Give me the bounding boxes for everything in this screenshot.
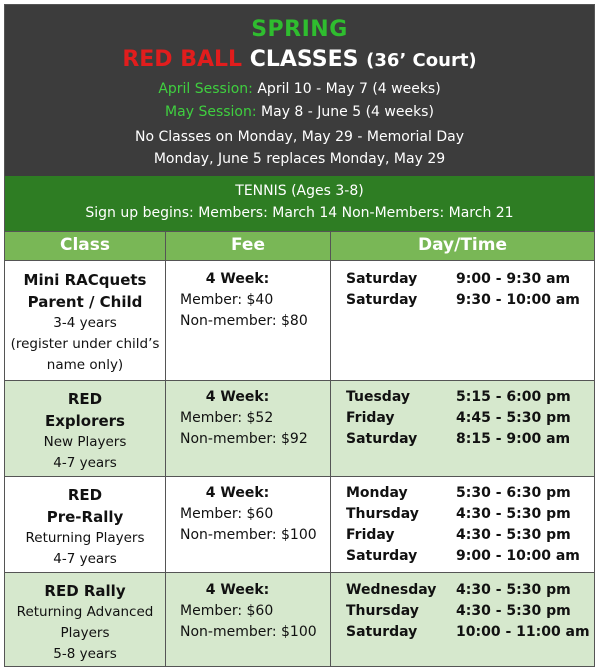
- class-cell: [5, 580, 165, 665]
- class-desc: 5-8 years: [53, 646, 117, 662]
- schedule-line: [346, 429, 596, 450]
- fee-member: Member: $60: [180, 603, 274, 619]
- title-red-ball: RED BALL: [122, 47, 243, 72]
- schedule-time: 5:15 - 6:00 pm: [456, 389, 571, 405]
- divider: [5, 476, 594, 477]
- divider: [5, 380, 594, 381]
- fee-cell: [180, 580, 330, 643]
- fee-cell: [180, 387, 330, 450]
- fee-title: 4 Week:: [205, 271, 270, 287]
- main-title: [5, 47, 594, 72]
- title-classes: CLASSES: [249, 47, 359, 72]
- april-session-label: April Session:: [158, 81, 253, 97]
- column-divider: [330, 231, 331, 666]
- schedule-day: Tuesday: [346, 389, 410, 405]
- may-session: [5, 104, 594, 120]
- schedule-day: Thursday: [346, 603, 419, 619]
- schedule-day: Saturday: [346, 292, 418, 308]
- schedule-time: 4:30 - 5:30 pm: [456, 603, 571, 619]
- april-session: [5, 81, 594, 97]
- schedule-time: 10:00 - 11:00 am: [456, 624, 590, 640]
- class-desc: (register under child’s: [10, 336, 160, 352]
- schedule-line: [346, 601, 596, 622]
- class-name: RED: [67, 390, 103, 408]
- fee-title: 4 Week:: [205, 389, 270, 405]
- signup-line: Sign up begins: Members: March 14 Non-Members: March 21: [85, 205, 514, 221]
- class-desc: Returning Advanced: [16, 604, 154, 620]
- schedule-time: 4:45 - 5:30 pm: [456, 410, 571, 426]
- class-name: Parent / Child: [27, 293, 143, 311]
- fee-title: 4 Week:: [205, 582, 270, 598]
- class-desc: 4-7 years: [53, 455, 117, 471]
- class-cell: [5, 484, 165, 570]
- column-divider: [165, 231, 166, 666]
- schedule-line: [346, 525, 596, 546]
- fee-member: Member: $40: [180, 292, 274, 308]
- schedule-day: Thursday: [346, 506, 419, 522]
- replacement-note: Monday, June 5 replaces Monday, May 29: [153, 151, 446, 167]
- season-title: SPRING: [251, 17, 348, 42]
- fee-nonmember: Non-member: $80: [180, 313, 308, 329]
- class-cell: [5, 388, 165, 474]
- class-desc: 3-4 years: [53, 315, 117, 331]
- schedule-line: [346, 408, 596, 429]
- divider: [5, 572, 594, 573]
- class-desc: Returning Players: [25, 530, 145, 546]
- table-row: [5, 381, 594, 476]
- divider: [5, 260, 594, 261]
- schedule-line: [346, 546, 596, 567]
- schedule-day: Monday: [346, 485, 408, 501]
- header-banner: [5, 5, 594, 176]
- schedule-time: 5:30 - 6:30 pm: [456, 485, 571, 501]
- holiday-note: No Classes on Monday, May 29 - Memorial Day: [135, 129, 464, 145]
- schedule-sheet: [4, 4, 595, 667]
- schedule-day: Saturday: [346, 431, 418, 447]
- schedule-time: 4:30 - 5:30 pm: [456, 527, 571, 543]
- schedule-line: [346, 290, 596, 311]
- schedule-time: 9:30 - 10:00 am: [456, 292, 580, 308]
- table-row: [5, 260, 594, 380]
- schedule-line: [346, 483, 596, 504]
- fee-member: Member: $60: [180, 506, 274, 522]
- fee-nonmember: Non-member: $92: [180, 431, 308, 447]
- fee-nonmember: Non-member: $100: [180, 527, 317, 543]
- fee-title: 4 Week:: [205, 485, 270, 501]
- schedule-day: Friday: [346, 410, 395, 426]
- may-session-dates: May 8 - June 5 (4 weeks): [261, 104, 434, 120]
- divider: [5, 231, 594, 232]
- schedule-day: Saturday: [346, 548, 418, 564]
- table-row: [5, 477, 594, 572]
- table-row: [5, 573, 594, 666]
- class-name: RED: [67, 486, 103, 504]
- class-name: Pre-Rally: [46, 508, 124, 526]
- col-class-header: Class: [59, 235, 110, 255]
- schedule-time: 4:30 - 5:30 pm: [456, 506, 571, 522]
- daytime-cell: [346, 483, 596, 567]
- schedule-time: 8:15 - 9:00 am: [456, 431, 571, 447]
- table-header: [5, 231, 594, 260]
- class-cell: [5, 269, 165, 376]
- class-name: RED Rally: [44, 582, 126, 600]
- title-court: (36’ Court): [366, 50, 477, 71]
- class-desc: name only): [46, 357, 124, 373]
- april-session-dates: April 10 - May 7 (4 weeks): [257, 81, 441, 97]
- schedule-day: Saturday: [346, 271, 418, 287]
- schedule-time: 9:00 - 9:30 am: [456, 271, 571, 287]
- schedule-day: Wednesday: [346, 582, 437, 598]
- col-fee-header: Fee: [231, 235, 265, 255]
- schedule-line: [346, 387, 596, 408]
- may-session-label: May Session:: [165, 104, 257, 120]
- daytime-cell: [346, 580, 596, 643]
- schedule-line: [346, 269, 596, 290]
- fee-cell: [180, 483, 330, 546]
- schedule-time: 9:00 - 10:00 am: [456, 548, 580, 564]
- schedule-line: [346, 580, 596, 601]
- class-desc: Players: [60, 625, 110, 641]
- tennis-age-line: TENNIS (Ages 3-8): [235, 183, 364, 199]
- col-daytime-header: Day/Time: [417, 235, 508, 255]
- schedule-day: Saturday: [346, 624, 418, 640]
- tennis-banner: [5, 176, 594, 231]
- fee-member: Member: $52: [180, 410, 274, 426]
- fee-nonmember: Non-member: $100: [180, 624, 317, 640]
- class-name: Mini RACquets: [23, 271, 147, 289]
- class-desc: 4-7 years: [53, 551, 117, 567]
- class-desc: New Players: [43, 434, 127, 450]
- schedule-time: 4:30 - 5:30 pm: [456, 582, 571, 598]
- schedule-line: [346, 622, 596, 643]
- fee-cell: [180, 269, 330, 332]
- schedule-line: [346, 504, 596, 525]
- daytime-cell: [346, 387, 596, 450]
- daytime-cell: [346, 269, 596, 311]
- schedule-day: Friday: [346, 527, 395, 543]
- class-name: Explorers: [44, 412, 125, 430]
